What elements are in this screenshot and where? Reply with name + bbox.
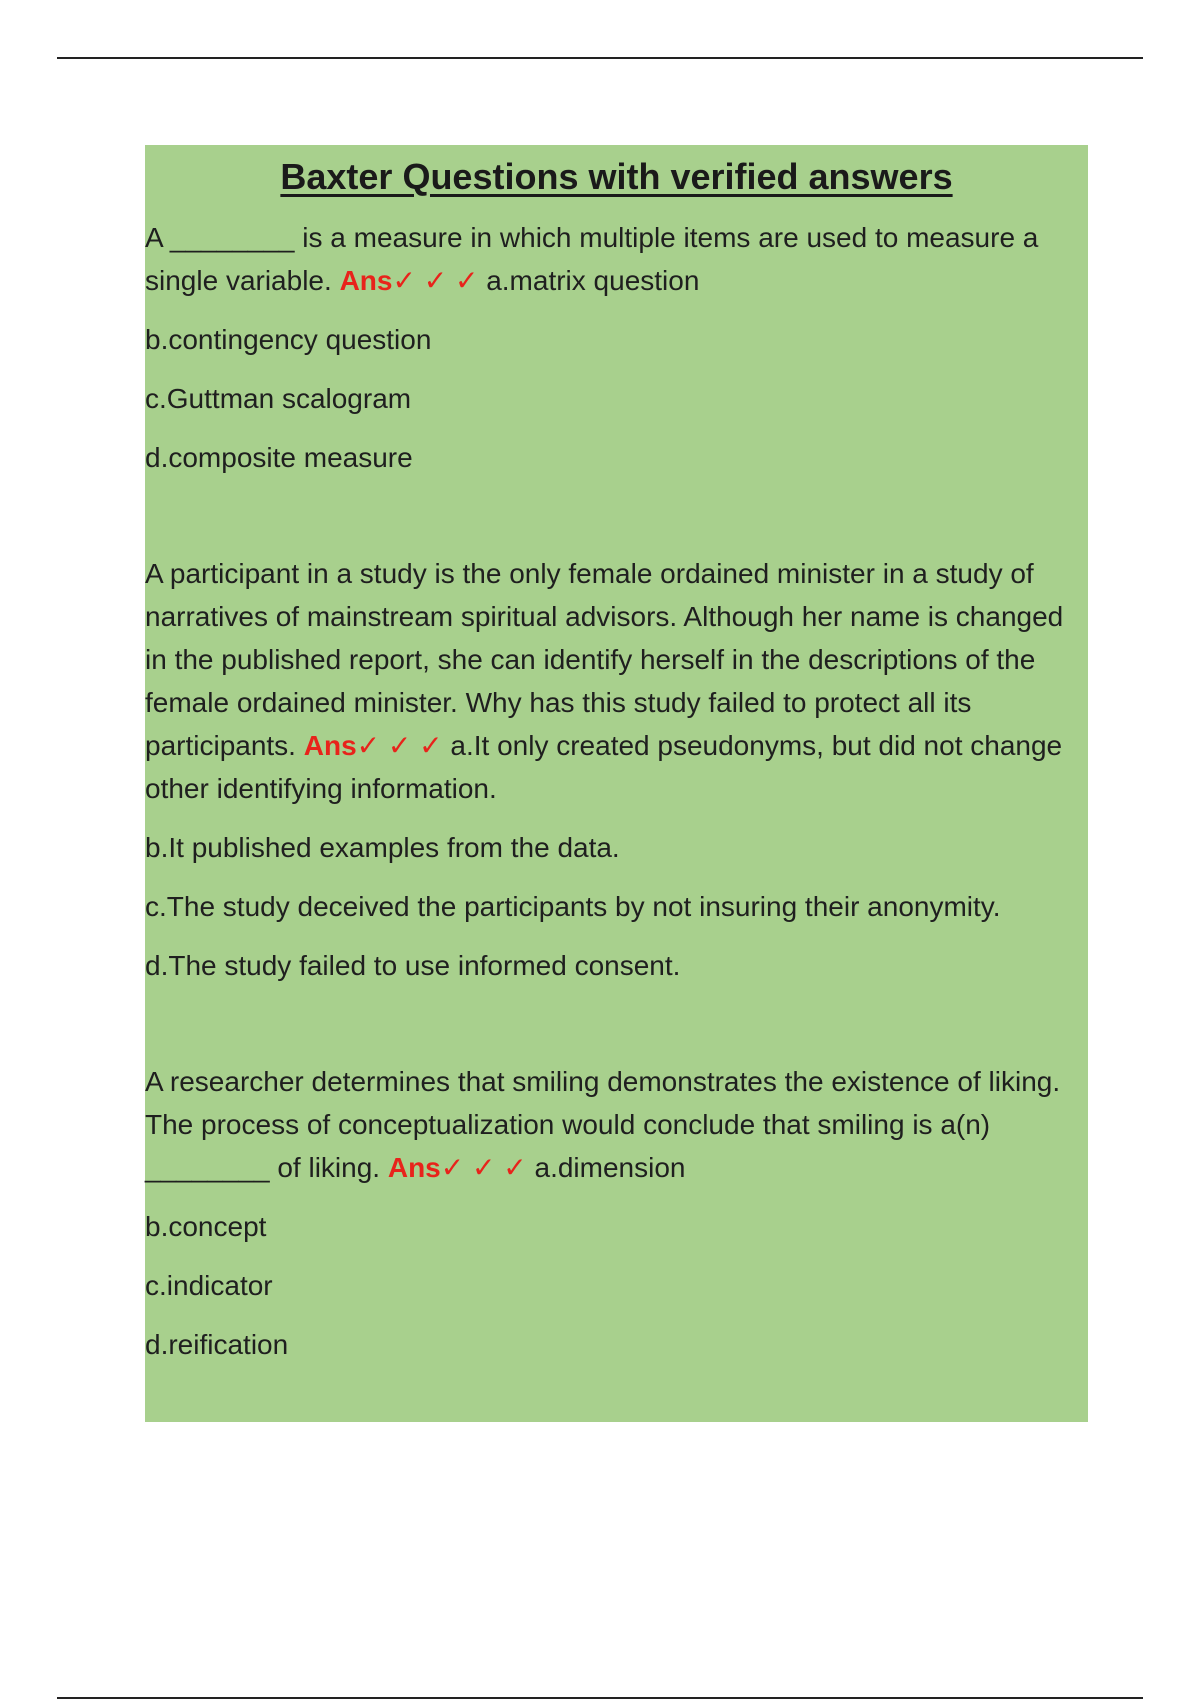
answer-label: Ans — [339, 265, 393, 297]
question-2-stem: A participant in a study is the only female ordained minister in a study of narratives of mainstream spiritual advisors. Although her name is changed in the published report, she can identify herself in the descriptions of the female ordained minister. Why has this study failed to protect all its participants. — [145, 558, 1064, 762]
question-3-stem: A researcher determines that smiling demonstrates the existence of liking. The process of conceptualization would conclude that smiling is a(n) ________ of liking. — [145, 1066, 1061, 1184]
header-rule — [57, 57, 1143, 59]
question-1 — [145, 216, 1088, 302]
question-3-option-b: b.concept — [145, 1211, 267, 1243]
question-2-option-b: b.It published examples from the data. — [145, 832, 620, 864]
footer-rule — [57, 1697, 1143, 1699]
question-1-option-a: a.matrix question — [486, 265, 700, 297]
answer-label: Ans — [303, 730, 357, 762]
checkmark-icon: ✓ ✓ ✓ — [356, 730, 443, 762]
document-title: Baxter Questions with verified answers — [280, 156, 953, 197]
question-3-option-c: c.indicator — [145, 1270, 273, 1302]
question-1-option-d: d.composite measure — [145, 442, 413, 474]
document-content-panel — [145, 145, 1088, 1422]
question-1-option-c: c.Guttman scalogram — [145, 383, 412, 415]
question-3-option-a: a.dimension — [534, 1152, 686, 1184]
question-1-option-b: b.contingency question — [145, 324, 432, 356]
question-1-stem: A ________ is a measure in which multiple items are used to measure a single variable. — [145, 222, 1039, 297]
answer-label: Ans — [387, 1152, 441, 1184]
question-3 — [145, 1060, 1088, 1189]
question-2-option-d: d.The study failed to use informed consent. — [145, 950, 681, 982]
question-3-option-d: d.reification — [145, 1329, 289, 1361]
checkmark-icon: ✓ ✓ ✓ — [392, 265, 479, 297]
question-2-option-a: a.It only created pseudonyms, but did not change other identifying information. — [145, 730, 1063, 805]
checkmark-icon: ✓ ✓ ✓ — [440, 1152, 527, 1184]
question-2 — [145, 552, 1088, 810]
question-2-option-c: c.The study deceived the participants by not insuring their anonymity. — [145, 891, 1001, 923]
